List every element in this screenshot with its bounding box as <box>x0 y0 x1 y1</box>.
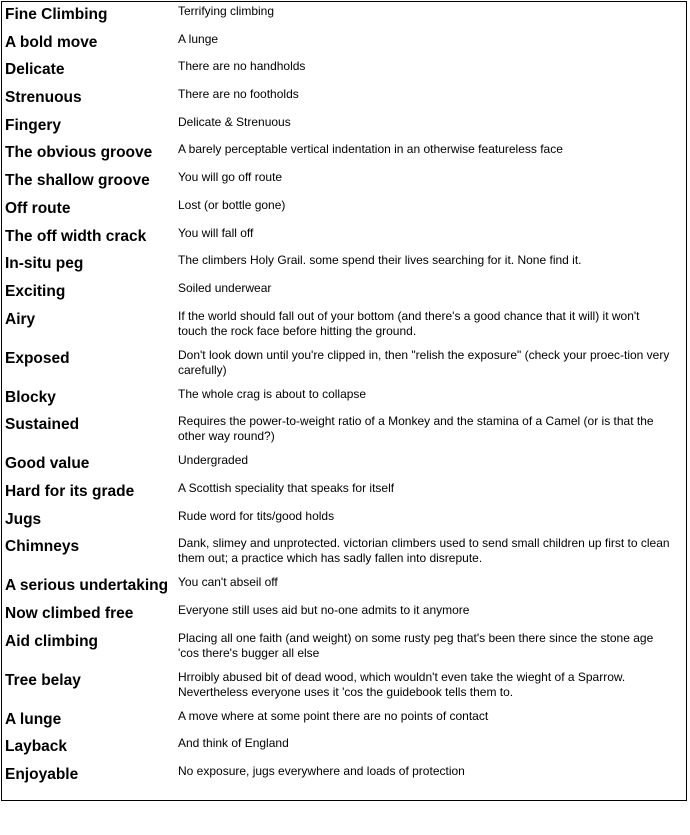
term: Fine Climbing <box>5 6 108 23</box>
meaning: The climbers Holy Grail. some spend their lives searching for it. None find it. <box>178 253 582 268</box>
glossary-row <box>2 453 686 481</box>
term: The obvious groove <box>5 144 153 162</box>
term: The off width crack <box>5 227 147 245</box>
meaning: A barely perceptable vertical indentation in an otherwise featureless face <box>178 142 563 157</box>
meaning: Everyone still uses aid but no-one admits to it anymore <box>178 603 470 617</box>
glossary-row <box>2 198 686 226</box>
glossary-row <box>2 764 686 792</box>
meaning: There are no footholds <box>178 87 299 102</box>
term: A bold move <box>5 33 98 51</box>
meaning: Terrifying climbing <box>178 4 275 18</box>
term: Sustained <box>5 416 80 434</box>
glossary-row <box>2 736 686 764</box>
glossary-row <box>2 59 686 87</box>
term: Airy <box>5 310 36 328</box>
term: Tree belay <box>5 671 81 689</box>
glossary-row <box>2 414 686 453</box>
glossary-row <box>2 115 686 143</box>
term: Good value <box>5 455 90 473</box>
glossary-row <box>2 4 686 32</box>
term: Jugs <box>5 510 42 528</box>
glossary-row <box>2 226 686 254</box>
glossary-row <box>2 670 686 709</box>
term: A serious undertaking <box>5 577 169 595</box>
term: Chimneys <box>5 538 80 556</box>
meaning: A Scottish speciality that speaks for itself <box>178 480 395 495</box>
meaning: Delicate & Strenuous <box>178 114 291 129</box>
meaning: A move where at some point there are no points of contact <box>178 708 489 723</box>
glossary-row <box>2 309 686 348</box>
glossary-row <box>2 509 686 537</box>
glossary-row <box>2 536 686 575</box>
meaning: Placing all one faith (and weight) on some rusty peg that's been there since the stone age 'cos there's bugger all else <box>178 630 654 660</box>
glossary-row <box>2 170 686 198</box>
meaning: You can't abseil off <box>178 575 278 590</box>
term: Exposed <box>5 349 70 367</box>
glossary-row <box>2 87 686 115</box>
glossary-row <box>2 142 686 170</box>
term: Enjoyable <box>5 766 79 784</box>
term: Layback <box>5 738 68 756</box>
meaning: You will fall off <box>178 225 254 240</box>
glossary-row <box>2 253 686 281</box>
glossary-row <box>2 32 686 60</box>
term: Fingery <box>5 116 61 134</box>
meaning: And think of England <box>178 736 289 751</box>
term: Hard for its grade <box>5 482 135 500</box>
glossary-row <box>2 281 686 309</box>
meaning: No exposure, jugs everywhere and loads of protection <box>178 764 465 779</box>
glossary-row <box>2 481 686 509</box>
meaning: There are no handholds <box>178 59 306 74</box>
glossary-row <box>2 575 686 603</box>
term: Strenuous <box>5 89 82 107</box>
term: Delicate <box>5 61 65 79</box>
glossary-row <box>2 387 686 415</box>
meaning: Dank, slimey and unprotected. victorian climbers used to send small children up first to clean them out; a practice which has sadly fallen into disrepute. <box>178 536 670 566</box>
term: Now climbed free <box>5 605 134 622</box>
term: A lunge <box>5 710 62 728</box>
meaning: Don't look down until you're clipped in, then "relish the exposure" (check your proec-tion very carefully) <box>178 347 670 377</box>
glossary-row <box>2 631 686 670</box>
term: Exciting <box>5 282 66 300</box>
glossary-row <box>2 603 686 631</box>
glossary-row <box>2 348 686 387</box>
glossary-row <box>2 709 686 737</box>
meaning: Rude word for tits/good holds <box>178 508 335 523</box>
term: Blocky <box>5 388 56 406</box>
term: The shallow groove <box>5 172 150 190</box>
term: Aid climbing <box>5 632 98 650</box>
meaning: The whole crag is about to collapse <box>178 386 367 401</box>
meaning: Hrroibly abused bit of dead wood, which wouldn't even take the wieght of a Sparrow. Nevertheless everyone uses it 'cos the guidebook tells them to. <box>178 669 626 699</box>
meaning: A lunge <box>178 31 219 46</box>
term: Off route <box>5 199 71 217</box>
glossary-table <box>1 1 687 801</box>
meaning: Requires the power-to-weight ratio of a Monkey and the stamina of a Camel (or is that the other way round?) <box>178 414 654 444</box>
meaning: Soiled underwear <box>178 280 272 295</box>
meaning: You will go off route <box>178 170 283 185</box>
meaning: Lost (or bottle gone) <box>178 197 286 212</box>
meaning: If the world should fall out of your bottom (and there's a good chance that it will) it won't touch the rock face before hitting the ground. <box>178 308 640 338</box>
meaning: Undergraded <box>178 453 249 468</box>
term: In-situ peg <box>5 255 84 273</box>
